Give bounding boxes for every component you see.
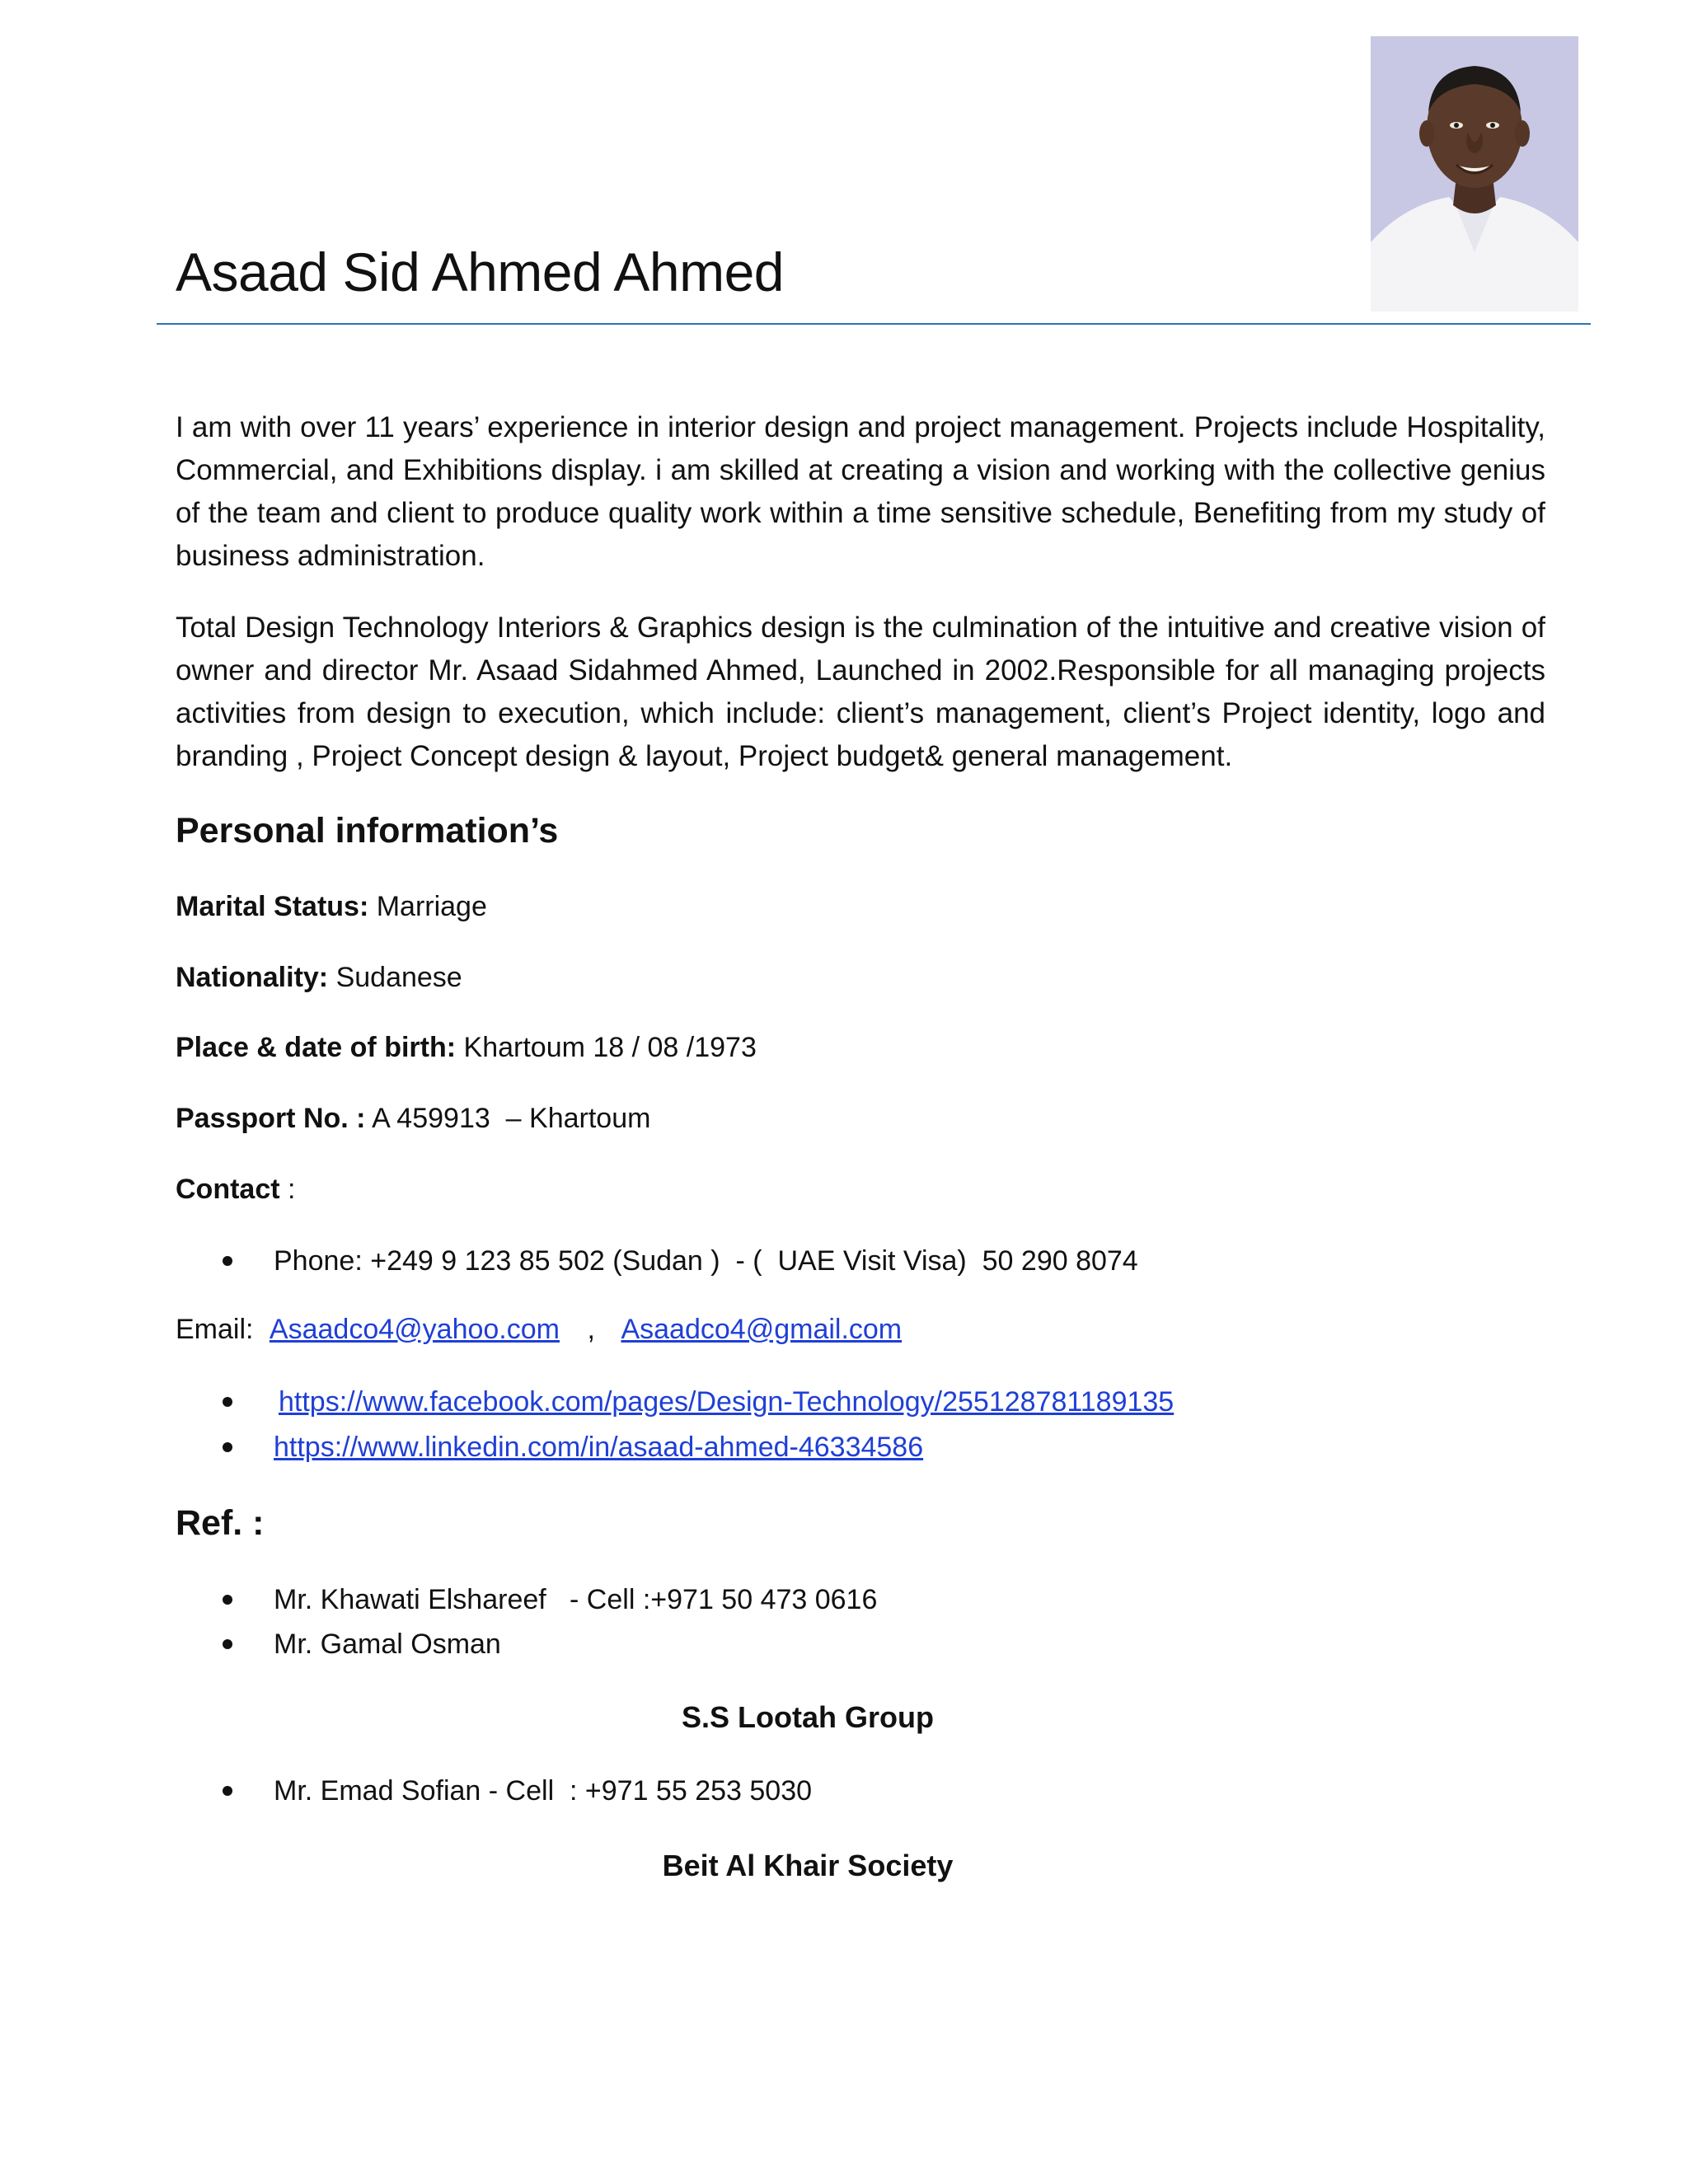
passport-value: A 459913 – Khartoum [372, 1103, 651, 1134]
email-yahoo-link[interactable]: Asaadco4@yahoo.com [269, 1314, 560, 1345]
marital-status-field [176, 888, 487, 926]
bullet-icon [223, 1397, 232, 1407]
bullet-icon [223, 1639, 232, 1649]
email-separator: , [587, 1314, 595, 1345]
candidate-name: Asaad Sid Ahmed Ahmed [176, 241, 784, 302]
reference-text: Mr. Gamal Osman [274, 1629, 501, 1660]
email-gmail-link[interactable]: Asaadco4@gmail.com [621, 1314, 903, 1345]
birth-value: Khartoum 18 / 08 /1973 [463, 1032, 757, 1063]
bullet-icon [223, 1256, 232, 1266]
bullet-icon [223, 1786, 232, 1796]
nationality-field [176, 958, 462, 996]
organization-title: S.S Lootah Group [682, 1700, 934, 1734]
reference-list-item [223, 1625, 501, 1663]
reference-list-item [223, 1581, 877, 1619]
passport-field [176, 1099, 650, 1137]
birth-field [176, 1029, 757, 1066]
phone-text: Phone: +249 9 123 85 502 (Sudan ) - ( UAE Visit Visa) 50 290 8074 [274, 1245, 1138, 1277]
reference-text: Mr. Khawati Elshareef - Cell :+971 50 473 0616 [274, 1584, 878, 1615]
reference-list-item [223, 1772, 812, 1810]
email-line [176, 1310, 902, 1348]
facebook-list-item [223, 1383, 1174, 1421]
birth-label: Place & date of birth: [176, 1032, 457, 1063]
marital-status-label: Marital Status: [176, 891, 369, 922]
linkedin-link[interactable]: https://www.linkedin.com/in/asaad-ahmed-46334586 [274, 1432, 924, 1463]
portrait-image [1371, 36, 1578, 312]
bullet-icon [223, 1595, 232, 1605]
header-divider [157, 323, 1591, 325]
organization-title: Beit Al Khair Society [662, 1849, 954, 1882]
passport-label: Passport No. : [176, 1103, 366, 1134]
bullet-icon [223, 1442, 232, 1452]
summary-paragraph-1: I am with over 11 years’ experience in interior design and project management. Projects include Hospitality, Commercial, and Exhibitions display. i am skilled at creating a vision and working with the collective genius of the team and client to produce quality work within a time sensitive schedule, Benefiting from my study of business administration. [176, 411, 1545, 572]
contact-field [176, 1170, 295, 1208]
facebook-link[interactable]: https://www.facebook.com/pages/Design-Technology/255128781189135 [279, 1386, 1175, 1418]
summary-paragraph-2: Total Design Technology Interiors & Graphics design is the culmination of the intuitive and creative vision of owner and director Mr. Asaad Sidahmed Ahmed, Launched in 2002.Responsible for all managing projects activities from design to execution, which include: client’s management, client’s Project identity, logo and branding , Project Concept design & layout, Project budget& general management. [176, 612, 1545, 772]
personal-info-heading: Personal information’s [176, 811, 559, 851]
nationality-value: Sudanese [335, 962, 462, 993]
email-label: Email: [176, 1314, 254, 1345]
profile-photo [1371, 36, 1578, 312]
nationality-label: Nationality: [176, 962, 329, 993]
linkedin-list-item [223, 1428, 923, 1466]
phone-list-item [223, 1242, 1138, 1280]
references-heading: Ref. : [176, 1503, 265, 1543]
reference-text: Mr. Emad Sofian - Cell : +971 55 253 5030 [274, 1775, 813, 1807]
contact-suffix: : [279, 1174, 296, 1205]
marital-status-value: Marriage [376, 891, 487, 922]
contact-label: Contact [176, 1174, 280, 1205]
